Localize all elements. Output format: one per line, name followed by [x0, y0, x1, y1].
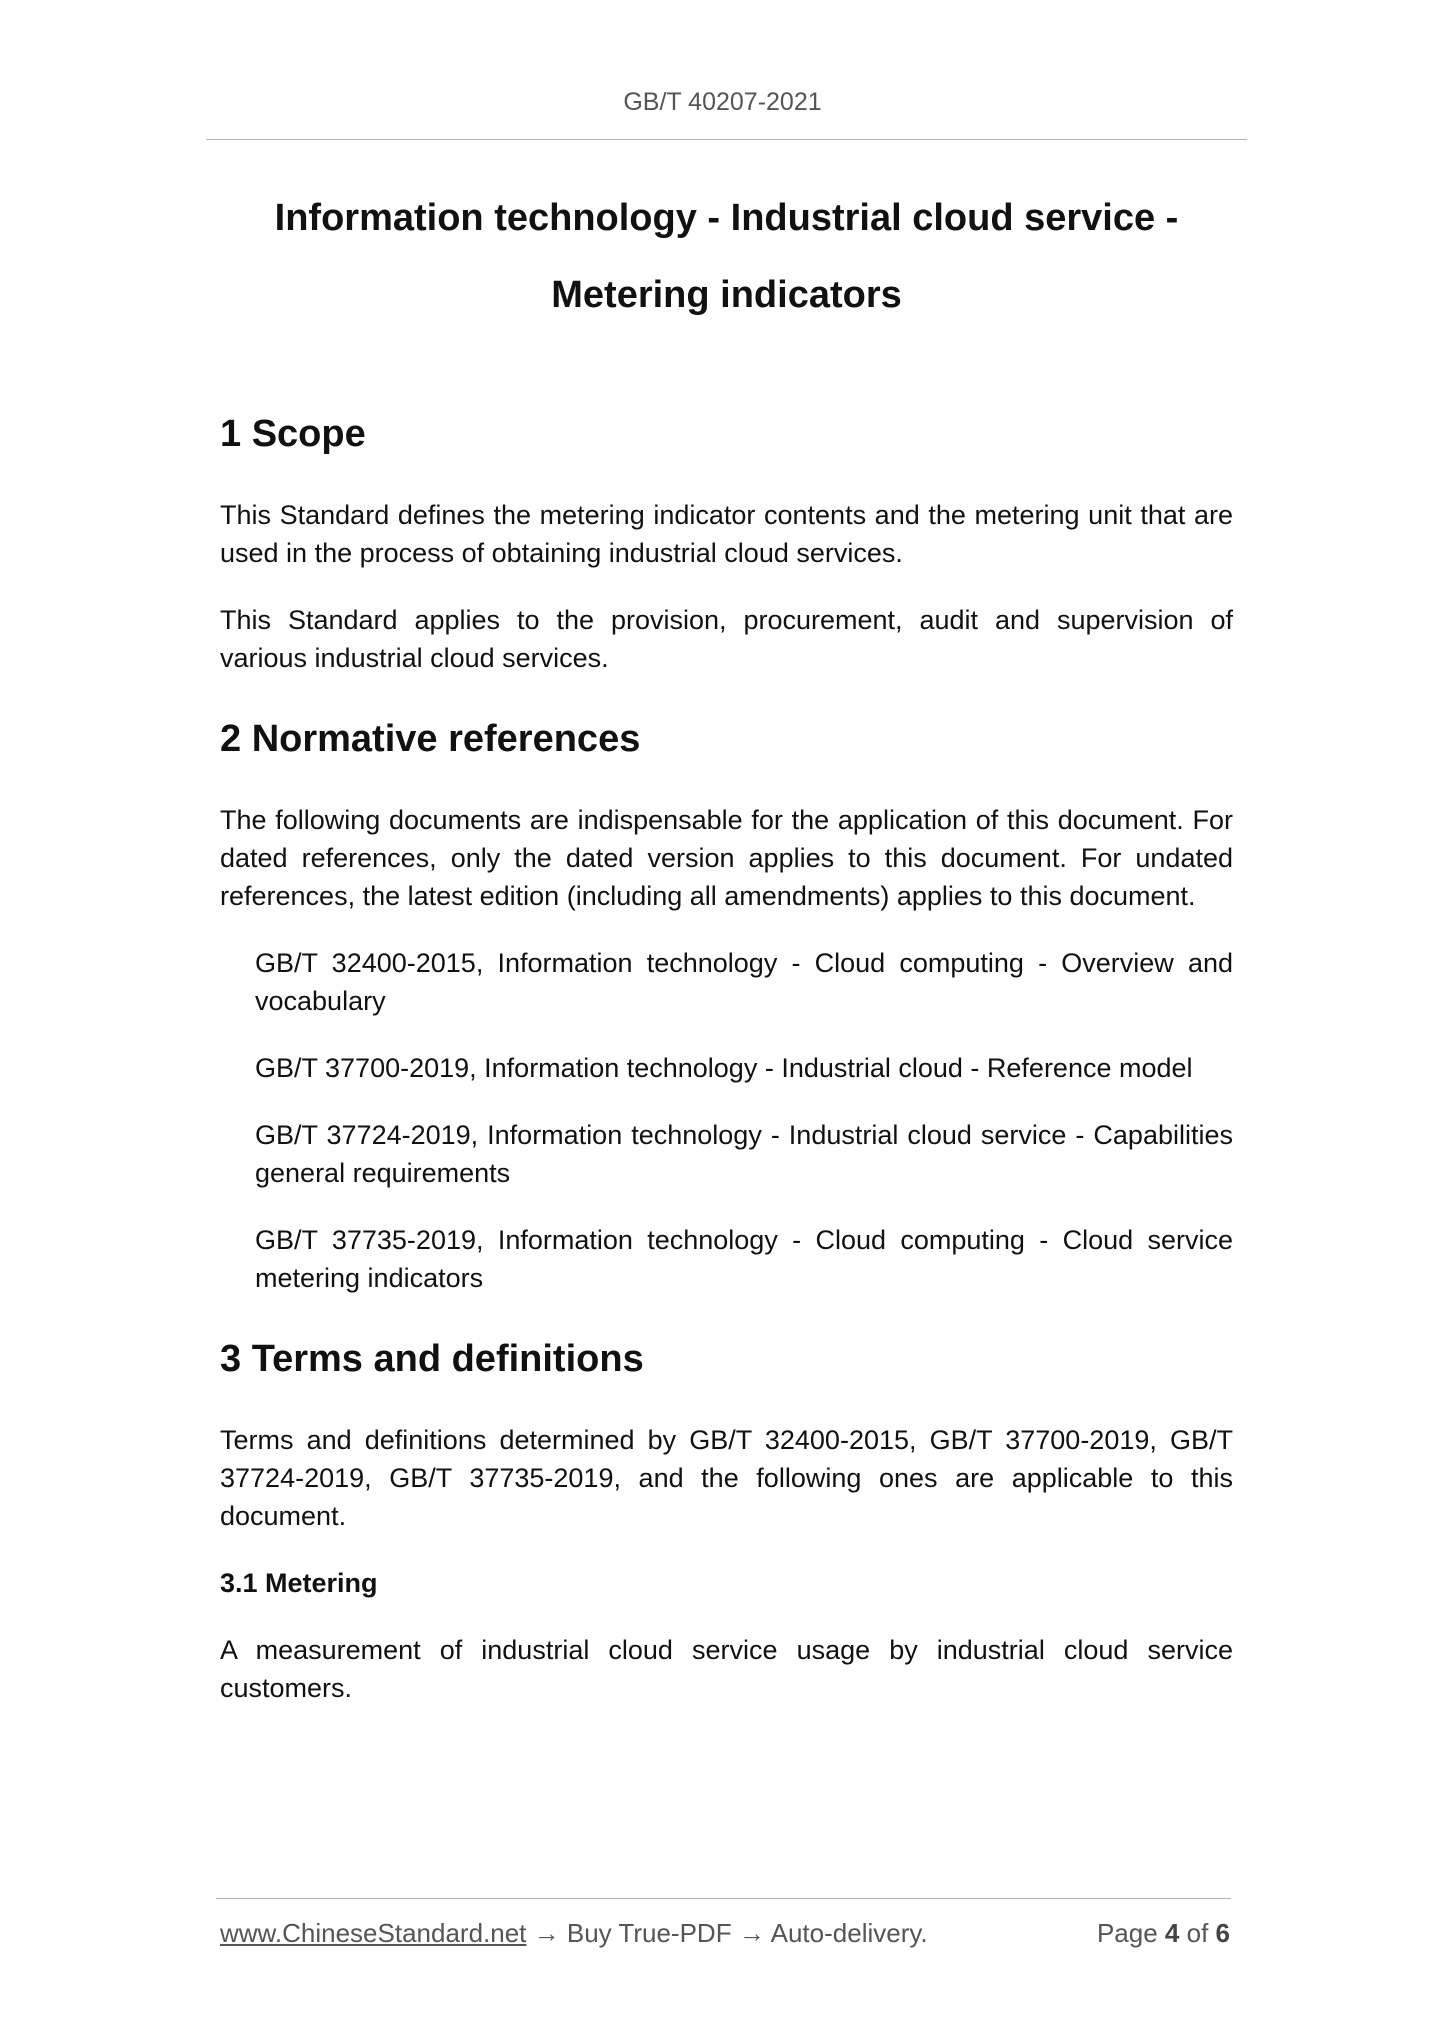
section-heading-normative-references: 2 Normative references	[220, 718, 641, 760]
reference-item: GB/T 37700-2019, Information technology - Industrial cloud - Reference model	[255, 1053, 1193, 1083]
scope-paragraph-1: This Standard defines the metering indicator contents and the metering unit that are used in the process of obtaining industrial cloud services.	[220, 500, 1233, 568]
page-current: 4	[1164, 1918, 1180, 1948]
title-line-2: Metering indicators	[551, 274, 902, 316]
reference-item: GB/T 37735-2019, Information technology - Cloud computing - Cloud service metering indicators	[255, 1225, 1233, 1293]
website-link[interactable]: www.ChineseStandard.net	[220, 1918, 527, 1948]
footer-divider	[216, 1898, 1231, 1899]
page-total: 6	[1215, 1918, 1230, 1948]
document-code-header: GB/T 40207-2021	[623, 88, 822, 116]
section-heading-scope: 1 Scope	[220, 413, 366, 455]
reference-item: GB/T 32400-2015, Information technology - Cloud computing - Overview and vocabulary	[255, 948, 1233, 1016]
page-number	[1097, 1918, 1230, 1949]
document-title	[206, 180, 1247, 334]
section-heading-terms-definitions: 3 Terms and definitions	[220, 1338, 644, 1380]
arrow-right-icon: →	[738, 1918, 765, 1948]
arrow-right-icon: →	[533, 1918, 560, 1948]
document-body	[220, 404, 1233, 1707]
subsection-heading-metering: 3.1 Metering	[220, 1568, 378, 1598]
title-line-1: Information technology - Industrial cloud service -	[274, 197, 1179, 239]
delivery-text: Auto-delivery.	[770, 1918, 928, 1948]
footer-promo	[220, 1918, 928, 1949]
metering-definition: A measurement of industrial cloud service usage by industrial cloud service customers.	[220, 1635, 1233, 1703]
scope-paragraph-2: This Standard applies to the provision, procurement, audit and supervision of various industrial cloud services.	[220, 605, 1233, 673]
reference-item: GB/T 37724-2019, Information technology - Industrial cloud service - Capabilities general requirements	[255, 1120, 1233, 1188]
page-of: of	[1186, 1918, 1209, 1948]
page-label: Page	[1096, 1918, 1158, 1948]
buy-text: Buy True-PDF	[566, 1918, 732, 1948]
terms-intro-paragraph: Terms and definitions determined by GB/T 32400-2015, GB/T 37700-2019, GB/T 37724-2019, GB/T 37735-2019, and the following ones are applicable to this document.	[220, 1425, 1233, 1531]
normative-intro-paragraph: The following documents are indispensable for the application of this document. For dated references, only the dated version applies to this document. For undated references, the latest edition (including all amendments) applies to this document.	[220, 805, 1233, 911]
header-divider	[206, 139, 1247, 140]
